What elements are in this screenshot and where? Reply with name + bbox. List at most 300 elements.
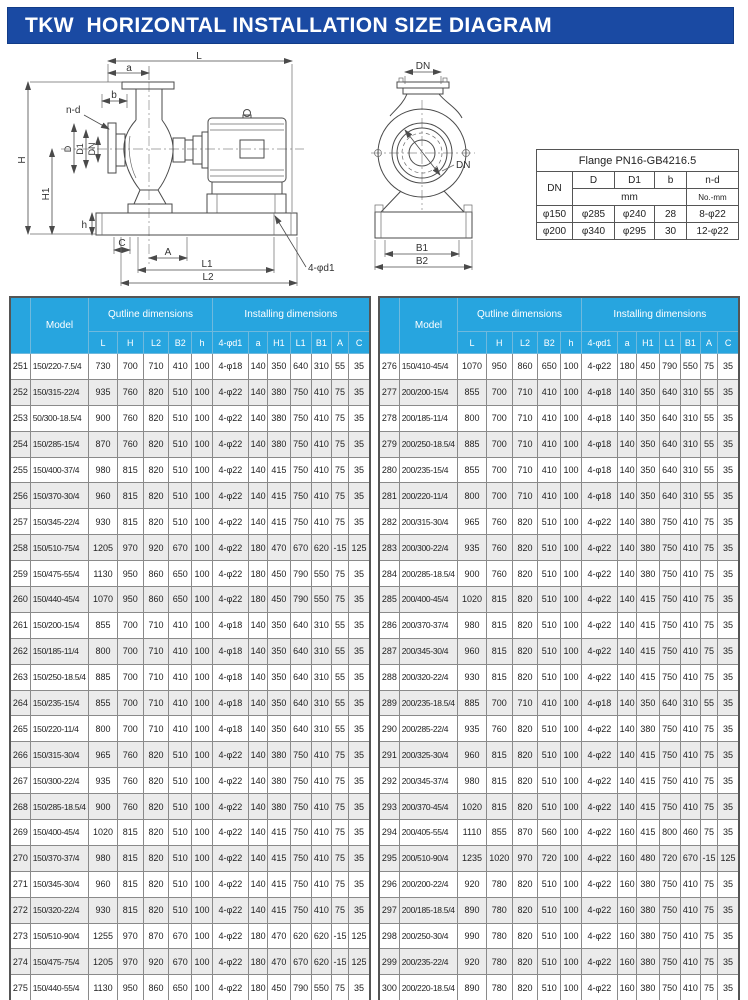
value-cell: 980 — [89, 845, 117, 871]
value-cell: 1205 — [89, 949, 117, 975]
value-cell: 125 — [718, 845, 739, 871]
row-number-cell: 252 — [10, 379, 30, 405]
value-cell: 935 — [458, 716, 486, 742]
model-cell: 150/315-30/4 — [30, 742, 89, 768]
value-cell: 820 — [143, 820, 168, 846]
value-cell: 35 — [349, 354, 370, 380]
value-cell: 815 — [486, 664, 512, 690]
col-header-l: L — [458, 332, 486, 354]
row-number-cell: 291 — [379, 742, 399, 768]
value-cell: 100 — [192, 820, 212, 846]
value-cell: 980 — [458, 768, 486, 794]
value-cell: 380 — [637, 716, 659, 742]
value-cell: 415 — [637, 664, 659, 690]
value-cell: 750 — [659, 664, 680, 690]
value-cell: 35 — [349, 561, 370, 587]
row-number-cell: 272 — [10, 897, 30, 923]
value-cell: 820 — [512, 768, 537, 794]
value-cell: 415 — [637, 638, 659, 664]
value-cell: 410 — [311, 871, 331, 897]
value-cell: 100 — [561, 379, 581, 405]
value-cell: 700 — [486, 483, 512, 509]
value-cell: 820 — [512, 949, 537, 975]
value-cell: 4-φ22 — [212, 561, 248, 587]
value-cell: 100 — [192, 897, 212, 923]
value-cell: 350 — [268, 690, 290, 716]
table-row — [10, 638, 370, 664]
row-number-header — [379, 297, 399, 354]
value-cell: 510 — [538, 794, 561, 820]
value-cell: 35 — [718, 612, 739, 638]
table-row — [10, 897, 370, 923]
value-cell: 4-φ18 — [581, 457, 617, 483]
value-cell: 35 — [349, 871, 370, 897]
dim-label-dn-top: DN — [415, 61, 431, 72]
value-cell: 350 — [637, 690, 659, 716]
model-cell: 150/400-45/4 — [30, 820, 89, 846]
col-header-hh: h — [192, 332, 212, 354]
table-row — [10, 742, 370, 768]
value-cell: 310 — [311, 354, 331, 380]
value-cell: 700 — [117, 612, 143, 638]
value-cell: 510 — [169, 483, 192, 509]
value-cell: 410 — [680, 897, 700, 923]
dim-label-dn-right: DN — [456, 160, 471, 171]
value-cell: 950 — [486, 354, 512, 380]
col-header-4d1: 4-φd1 — [212, 332, 248, 354]
value-cell: 1020 — [486, 845, 512, 871]
value-cell: 510 — [538, 768, 561, 794]
flange-cell: φ200 — [537, 223, 573, 240]
table-row — [10, 949, 370, 975]
row-number-cell: 262 — [10, 638, 30, 664]
table-row — [10, 975, 370, 1000]
value-cell: 855 — [89, 612, 117, 638]
value-cell: 480 — [637, 845, 659, 871]
model-cell: 150/220-7.5/4 — [30, 354, 89, 380]
value-cell: 140 — [249, 612, 268, 638]
table-row — [379, 561, 739, 587]
value-cell: 4-φ22 — [581, 820, 617, 846]
model-cell: 200/510-90/4 — [399, 845, 458, 871]
row-number-cell: 286 — [379, 612, 399, 638]
row-number-cell: 253 — [10, 405, 30, 431]
value-cell: 310 — [680, 431, 700, 457]
value-cell: 860 — [512, 354, 537, 380]
value-cell: 415 — [637, 742, 659, 768]
value-cell: 4-φ22 — [581, 794, 617, 820]
value-cell: 35 — [718, 561, 739, 587]
value-cell: 560 — [538, 820, 561, 846]
value-cell: 820 — [143, 845, 168, 871]
value-cell: 140 — [249, 431, 268, 457]
row-number-cell: 276 — [379, 354, 399, 380]
value-cell: 410 — [311, 431, 331, 457]
value-cell: 750 — [659, 742, 680, 768]
value-cell: 350 — [637, 405, 659, 431]
flange-unit-nomm: No.-mm — [687, 189, 739, 206]
value-cell: 620 — [311, 535, 331, 561]
value-cell: 415 — [268, 871, 290, 897]
value-cell: 35 — [349, 794, 370, 820]
outline-dimensions-header: Qutline dimensions — [89, 297, 212, 332]
model-cell: 50/300-18.5/4 — [30, 405, 89, 431]
value-cell: 140 — [249, 820, 268, 846]
value-cell: 4-φ18 — [212, 638, 248, 664]
value-cell: 140 — [249, 509, 268, 535]
value-cell: 100 — [192, 457, 212, 483]
value-cell: 140 — [249, 845, 268, 871]
value-cell: 100 — [192, 742, 212, 768]
col-header-b2: B2 — [169, 332, 192, 354]
value-cell: 4-φ18 — [212, 354, 248, 380]
row-number-cell: 288 — [379, 664, 399, 690]
col-header-c: C — [349, 332, 370, 354]
value-cell: 100 — [192, 716, 212, 742]
row-number-cell: 257 — [10, 509, 30, 535]
model-cell: 150/285-18.5/4 — [30, 794, 89, 820]
value-cell: 780 — [486, 871, 512, 897]
pump-front-view-diagram — [345, 52, 530, 292]
value-cell: 780 — [486, 949, 512, 975]
value-cell: 820 — [143, 457, 168, 483]
value-cell: 640 — [659, 483, 680, 509]
row-number-cell: 289 — [379, 690, 399, 716]
value-cell: 410 — [680, 923, 700, 949]
value-cell: 410 — [680, 587, 700, 613]
value-cell: 410 — [680, 742, 700, 768]
table-row — [379, 690, 739, 716]
value-cell: 750 — [659, 638, 680, 664]
value-cell: 4-φ22 — [581, 975, 617, 1000]
col-header-aa: A — [700, 332, 717, 354]
value-cell: 4-φ18 — [581, 405, 617, 431]
value-cell: 35 — [718, 664, 739, 690]
dim-label-l: L — [196, 52, 202, 62]
table-row — [10, 561, 370, 587]
value-cell: 35 — [718, 794, 739, 820]
value-cell: 75 — [331, 768, 348, 794]
value-cell: 820 — [143, 871, 168, 897]
value-cell: 710 — [143, 638, 168, 664]
value-cell: 100 — [561, 664, 581, 690]
model-cell: 200/400-45/4 — [399, 587, 458, 613]
table-row — [379, 845, 739, 871]
col-header-b1: B1 — [311, 332, 331, 354]
value-cell: 410 — [680, 716, 700, 742]
value-cell: 100 — [561, 690, 581, 716]
value-cell: 55 — [700, 483, 717, 509]
value-cell: 410 — [311, 742, 331, 768]
value-cell: 380 — [268, 405, 290, 431]
value-cell: 160 — [618, 897, 637, 923]
value-cell: 35 — [349, 664, 370, 690]
value-cell: 140 — [249, 897, 268, 923]
row-number-cell: 294 — [379, 820, 399, 846]
value-cell: 510 — [169, 379, 192, 405]
value-cell: 550 — [311, 587, 331, 613]
value-cell: 35 — [718, 431, 739, 457]
table-row — [379, 405, 739, 431]
value-cell: 950 — [117, 975, 143, 1000]
value-cell: 640 — [290, 612, 311, 638]
flange-col-b: b — [655, 172, 687, 189]
value-cell: 670 — [169, 923, 192, 949]
table-row — [379, 897, 739, 923]
value-cell: 380 — [268, 742, 290, 768]
data-table-right — [378, 296, 740, 1000]
table-row — [10, 431, 370, 457]
value-cell: 415 — [268, 897, 290, 923]
row-number-cell: 296 — [379, 871, 399, 897]
value-cell: 470 — [268, 949, 290, 975]
value-cell: 510 — [169, 768, 192, 794]
row-number-cell: 281 — [379, 483, 399, 509]
value-cell: 35 — [349, 638, 370, 664]
value-cell: 815 — [117, 457, 143, 483]
row-number-cell: 258 — [10, 535, 30, 561]
value-cell: 75 — [700, 975, 717, 1000]
col-header-aa: A — [331, 332, 348, 354]
value-cell: 415 — [637, 794, 659, 820]
model-cell: 150/320-22/4 — [30, 897, 89, 923]
table-row — [10, 379, 370, 405]
value-cell: 410 — [680, 794, 700, 820]
value-cell: 75 — [331, 457, 348, 483]
value-cell: 820 — [512, 561, 537, 587]
model-cell: 150/440-55/4 — [30, 975, 89, 1000]
value-cell: 410 — [680, 509, 700, 535]
flange-cell: φ150 — [537, 206, 573, 223]
value-cell: 140 — [249, 768, 268, 794]
value-cell: 760 — [486, 716, 512, 742]
value-cell: 450 — [268, 975, 290, 1000]
value-cell: 140 — [249, 664, 268, 690]
value-cell: 4-φ22 — [581, 897, 617, 923]
row-number-cell: 251 — [10, 354, 30, 380]
model-cell: 150/370-30/4 — [30, 483, 89, 509]
value-cell: 1235 — [458, 845, 486, 871]
dim-label-b1: B1 — [415, 243, 429, 254]
value-cell: 710 — [143, 664, 168, 690]
value-cell: 700 — [117, 638, 143, 664]
value-cell: 935 — [89, 379, 117, 405]
row-number-cell: 279 — [379, 431, 399, 457]
value-cell: 510 — [538, 949, 561, 975]
value-cell: 180 — [618, 354, 637, 380]
row-number-cell: 275 — [10, 975, 30, 1000]
value-cell: 100 — [192, 975, 212, 1000]
value-cell: 815 — [486, 638, 512, 664]
value-cell: 820 — [512, 742, 537, 768]
value-cell: 35 — [718, 690, 739, 716]
value-cell: 415 — [268, 483, 290, 509]
value-cell: 140 — [618, 794, 637, 820]
table-row — [10, 587, 370, 613]
value-cell: 550 — [680, 354, 700, 380]
row-number-cell: 267 — [10, 768, 30, 794]
table-body-left — [10, 354, 370, 1000]
model-cell: 200/235-18.5/4 — [399, 690, 458, 716]
value-cell: 790 — [290, 587, 311, 613]
value-cell: 75 — [700, 768, 717, 794]
model-cell: 200/345-30/4 — [399, 638, 458, 664]
model-cell: 150/315-22/4 — [30, 379, 89, 405]
flange-col-d: D — [573, 172, 615, 189]
row-number-cell: 256 — [10, 483, 30, 509]
model-cell: 150/510-75/4 — [30, 535, 89, 561]
row-number-cell: 280 — [379, 457, 399, 483]
value-cell: 4-φ22 — [581, 845, 617, 871]
value-cell: 620 — [311, 949, 331, 975]
value-cell: 75 — [700, 561, 717, 587]
flange-cell: φ240 — [615, 206, 655, 223]
value-cell: 1255 — [89, 923, 117, 949]
value-cell: 35 — [718, 923, 739, 949]
value-cell: 380 — [268, 794, 290, 820]
value-cell: 75 — [700, 820, 717, 846]
value-cell: 140 — [249, 871, 268, 897]
value-cell: 140 — [618, 561, 637, 587]
table-row — [379, 949, 739, 975]
value-cell: 75 — [700, 742, 717, 768]
value-cell: 980 — [458, 612, 486, 638]
value-cell: 410 — [538, 483, 561, 509]
value-cell: 180 — [249, 561, 268, 587]
value-cell: 730 — [89, 354, 117, 380]
value-cell: -15 — [331, 949, 348, 975]
table-row — [10, 405, 370, 431]
value-cell: 35 — [718, 587, 739, 613]
model-cell: 200/325-30/4 — [399, 742, 458, 768]
value-cell: 140 — [618, 431, 637, 457]
value-cell: 410 — [680, 664, 700, 690]
value-cell: 160 — [618, 845, 637, 871]
value-cell: 970 — [117, 949, 143, 975]
value-cell: 790 — [659, 354, 680, 380]
flange-cell: φ340 — [573, 223, 615, 240]
value-cell: 100 — [561, 923, 581, 949]
value-cell: 780 — [486, 975, 512, 1000]
row-number-cell: 300 — [379, 975, 399, 1000]
value-cell: 380 — [637, 561, 659, 587]
value-cell: 75 — [700, 897, 717, 923]
value-cell: 510 — [538, 716, 561, 742]
value-cell: 710 — [512, 405, 537, 431]
col-header-h1: H1 — [637, 332, 659, 354]
table-row — [379, 509, 739, 535]
model-cell: 200/220-18.5/4 — [399, 975, 458, 1000]
value-cell: 410 — [680, 612, 700, 638]
value-cell: 800 — [458, 405, 486, 431]
dim-label-l2: L2 — [202, 272, 214, 283]
value-cell: 140 — [618, 535, 637, 561]
value-cell: 35 — [718, 949, 739, 975]
value-cell: 140 — [249, 638, 268, 664]
value-cell: 4-φ22 — [212, 535, 248, 561]
value-cell: 620 — [311, 923, 331, 949]
model-cell: 200/285-18.5/4 — [399, 561, 458, 587]
table-row — [379, 612, 739, 638]
value-cell: 510 — [169, 742, 192, 768]
value-cell: 350 — [637, 483, 659, 509]
value-cell: 710 — [512, 483, 537, 509]
value-cell: -15 — [700, 845, 717, 871]
value-cell: 140 — [249, 483, 268, 509]
value-cell: 75 — [700, 354, 717, 380]
value-cell: 75 — [331, 845, 348, 871]
value-cell: 35 — [349, 587, 370, 613]
value-cell: 35 — [349, 975, 370, 1000]
value-cell: 700 — [486, 405, 512, 431]
value-cell: 100 — [561, 949, 581, 975]
col-header-l: L — [89, 332, 117, 354]
model-cell: 150/510-90/4 — [30, 923, 89, 949]
flange-table — [536, 149, 739, 240]
value-cell: 140 — [618, 664, 637, 690]
value-cell: 100 — [192, 612, 212, 638]
value-cell: 140 — [618, 716, 637, 742]
value-cell: 35 — [718, 483, 739, 509]
value-cell: 410 — [169, 664, 192, 690]
value-cell: 820 — [143, 742, 168, 768]
value-cell: 310 — [680, 483, 700, 509]
value-cell: 35 — [718, 871, 739, 897]
value-cell: 55 — [700, 690, 717, 716]
value-cell: 820 — [512, 638, 537, 664]
value-cell: 960 — [89, 871, 117, 897]
value-cell: 75 — [331, 483, 348, 509]
value-cell: 815 — [486, 768, 512, 794]
value-cell: 4-φ22 — [212, 794, 248, 820]
value-cell: 415 — [637, 587, 659, 613]
model-cell: 200/370-37/4 — [399, 612, 458, 638]
value-cell: 100 — [561, 768, 581, 794]
value-cell: 4-φ22 — [212, 975, 248, 1000]
value-cell: 450 — [268, 587, 290, 613]
value-cell: 710 — [143, 690, 168, 716]
flange-col-nd: n-d — [687, 172, 739, 189]
value-cell: 750 — [659, 535, 680, 561]
dim-label-b: b — [111, 90, 117, 101]
value-cell: 4-φ22 — [581, 612, 617, 638]
value-cell: 55 — [331, 638, 348, 664]
value-cell: 415 — [268, 845, 290, 871]
value-cell: 410 — [538, 457, 561, 483]
model-cell: 150/475-75/4 — [30, 949, 89, 975]
value-cell: 4-φ22 — [212, 509, 248, 535]
col-header-l1: L1 — [659, 332, 680, 354]
value-cell: 4-φ22 — [212, 768, 248, 794]
dim-label-a: a — [126, 63, 132, 74]
value-cell: 75 — [331, 405, 348, 431]
value-cell: 100 — [192, 949, 212, 975]
value-cell: 650 — [169, 975, 192, 1000]
data-table-left — [9, 296, 371, 1000]
value-cell: 180 — [249, 923, 268, 949]
value-cell: 140 — [618, 405, 637, 431]
value-cell: 970 — [512, 845, 537, 871]
value-cell: 75 — [331, 379, 348, 405]
value-cell: 100 — [561, 975, 581, 1000]
value-cell: 4-φ22 — [212, 897, 248, 923]
value-cell: 160 — [618, 949, 637, 975]
flange-cell: 28 — [655, 206, 687, 223]
value-cell: 820 — [143, 897, 168, 923]
value-cell: 965 — [458, 509, 486, 535]
value-cell: 100 — [561, 820, 581, 846]
value-cell: 35 — [718, 535, 739, 561]
